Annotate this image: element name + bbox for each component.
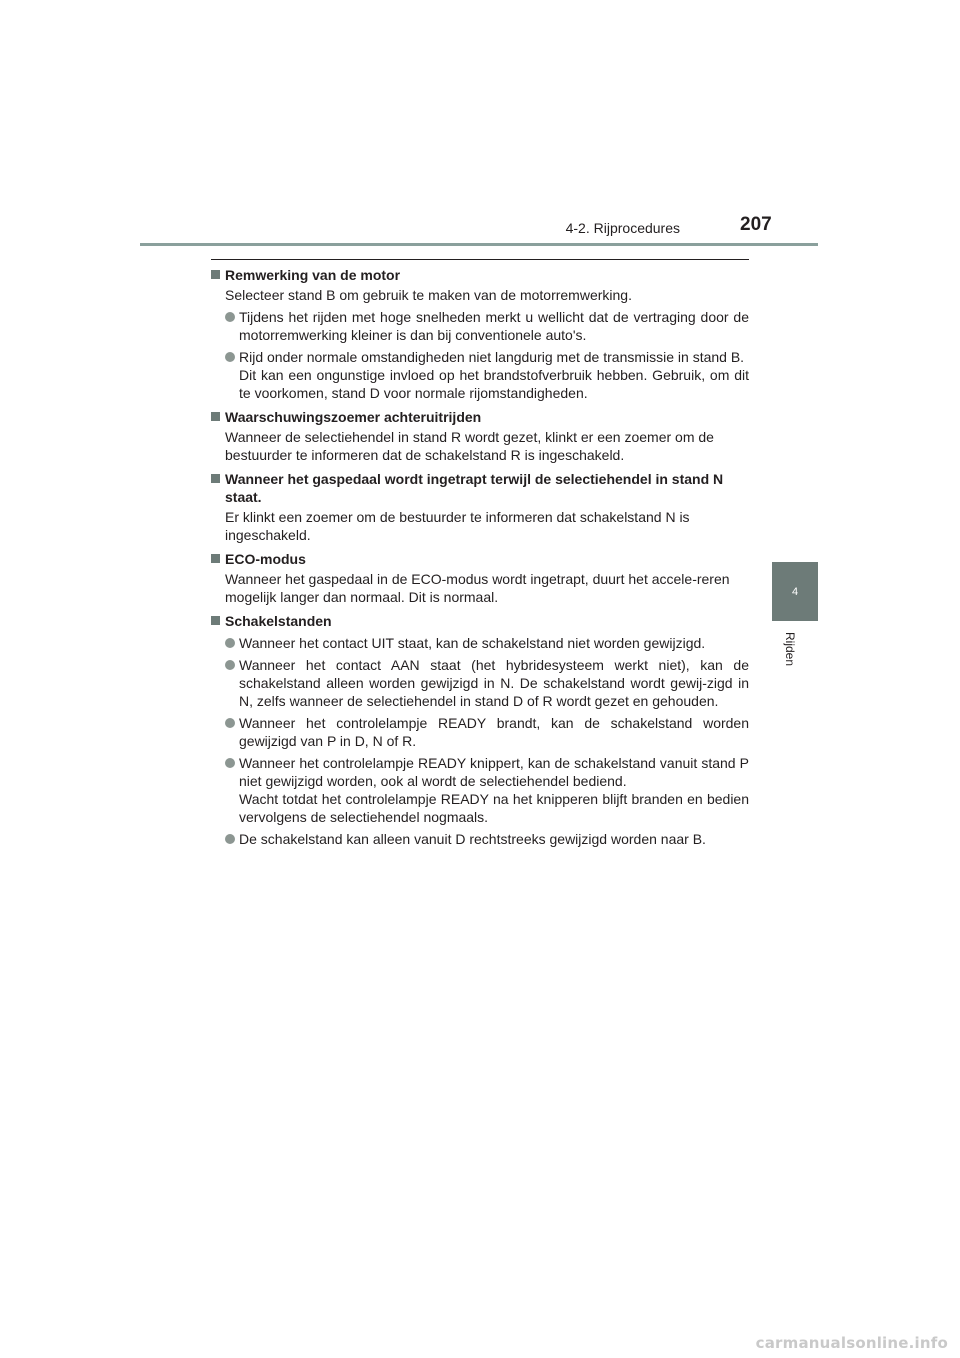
bullet-item bbox=[211, 830, 749, 848]
section-heading-text: ECO-modus bbox=[225, 551, 306, 567]
bullet-text: Wanneer het contact UIT staat, kan de schakelstand niet worden gewijzigd. bbox=[239, 635, 706, 651]
bullet-text: Wanneer het contact AAN staat (het hybridesysteem werkt niet), kan de schakelstand alleen worden gewijzigd in N. De schakelstand wordt gewij-zigd in N, zelfs wanneer de selectiehendel in stand D of R wordt gezet en gehouden. bbox=[239, 657, 749, 709]
bullet-text: Rijd onder normale omstandigheden niet langdurig met de transmissie in stand B. bbox=[239, 349, 745, 365]
bullet-item bbox=[211, 348, 749, 402]
chapter-tab bbox=[772, 562, 818, 621]
section-heading-text: Waarschuwingszoemer achteruitrijden bbox=[225, 409, 482, 425]
section bbox=[211, 266, 749, 402]
section bbox=[211, 470, 749, 544]
section-heading bbox=[211, 408, 749, 426]
bullet-text: Wanneer het controlelampje READY brandt, kan de schakelstand worden gewijzigd van P in D, N of R. bbox=[239, 715, 749, 749]
square-bullet-icon bbox=[211, 412, 220, 421]
bullet-text: Tijdens het rijden met hoge snelheden merkt u wellicht dat de vertraging door de motorremwerking kleiner is dan bij conventionele auto's. bbox=[239, 309, 749, 343]
section-heading-text: Wanneer het gaspedaal wordt ingetrapt terwijl de selectiehendel in stand N staat. bbox=[225, 471, 724, 505]
bullet-item bbox=[211, 308, 749, 344]
section-heading bbox=[211, 470, 749, 506]
bullet-text: Wacht totdat het controlelampje READY na het knipperen blijft branden en bedien vervolgens de selectiehendel nogmaals. bbox=[239, 791, 749, 825]
section-paragraph: Wanneer het gaspedaal in de ECO-modus wordt ingetrapt, duurt het accele-reren mogelijk langer dan normaal. Dit is normaal. bbox=[225, 571, 730, 605]
square-bullet-icon bbox=[211, 554, 220, 563]
circle-bullet-icon bbox=[225, 312, 235, 322]
section-heading-text: Remwerking van de motor bbox=[225, 267, 401, 283]
bullet-item bbox=[211, 634, 749, 652]
circle-bullet-icon bbox=[225, 718, 235, 728]
watermark: carmanualsonline.info bbox=[755, 1334, 948, 1352]
chapter-label: Rijden bbox=[783, 632, 797, 667]
chapter-number: 4 bbox=[791, 585, 799, 598]
section-heading bbox=[211, 612, 749, 630]
bullet-item bbox=[211, 754, 749, 826]
section-paragraph: Wanneer de selectiehendel in stand R wordt gezet, klinkt er een zoemer om de bestuurder te informeren dat de schakelstand R is ingeschakeld. bbox=[225, 429, 714, 463]
header-rule bbox=[140, 243, 818, 246]
page-number: 207 bbox=[740, 214, 772, 235]
section bbox=[211, 550, 749, 606]
bullet-item bbox=[211, 714, 749, 750]
circle-bullet-icon bbox=[225, 660, 235, 670]
section-heading-text: Schakelstanden bbox=[225, 613, 332, 629]
section-paragraph: Er klinkt een zoemer om de bestuurder te informeren dat schakelstand N is ingeschakeld. bbox=[225, 509, 690, 543]
bullet-item bbox=[211, 656, 749, 710]
circle-bullet-icon bbox=[225, 352, 235, 362]
section-title: 4-2. Rijprocedures bbox=[565, 220, 680, 236]
content-body bbox=[211, 266, 749, 854]
circle-bullet-icon bbox=[225, 638, 235, 648]
square-bullet-icon bbox=[211, 474, 220, 483]
section-heading bbox=[211, 266, 749, 284]
section-paragraph: Selecteer stand B om gebruik te maken van de motorremwerking. bbox=[225, 287, 632, 303]
section bbox=[211, 408, 749, 464]
square-bullet-icon bbox=[211, 270, 220, 279]
bullet-text: Dit kan een ongunstige invloed op het brandstofverbruik hebben. Gebruik, om dit te voorkomen, stand D voor normale rijomstandigheden. bbox=[239, 367, 749, 401]
circle-bullet-icon bbox=[225, 758, 235, 768]
circle-bullet-icon bbox=[225, 834, 235, 844]
section bbox=[211, 612, 749, 848]
content-top-rule bbox=[211, 259, 749, 260]
bullet-text: Wanneer het controlelampje READY knippert, kan de schakelstand vanuit stand P niet gewijzigd worden, ook al wordt de selectiehendel bediend. bbox=[239, 755, 749, 789]
page-header bbox=[0, 0, 960, 250]
section-heading bbox=[211, 550, 749, 568]
square-bullet-icon bbox=[211, 616, 220, 625]
bullet-text: De schakelstand kan alleen vanuit D rechtstreeks gewijzigd worden naar B. bbox=[239, 831, 706, 847]
